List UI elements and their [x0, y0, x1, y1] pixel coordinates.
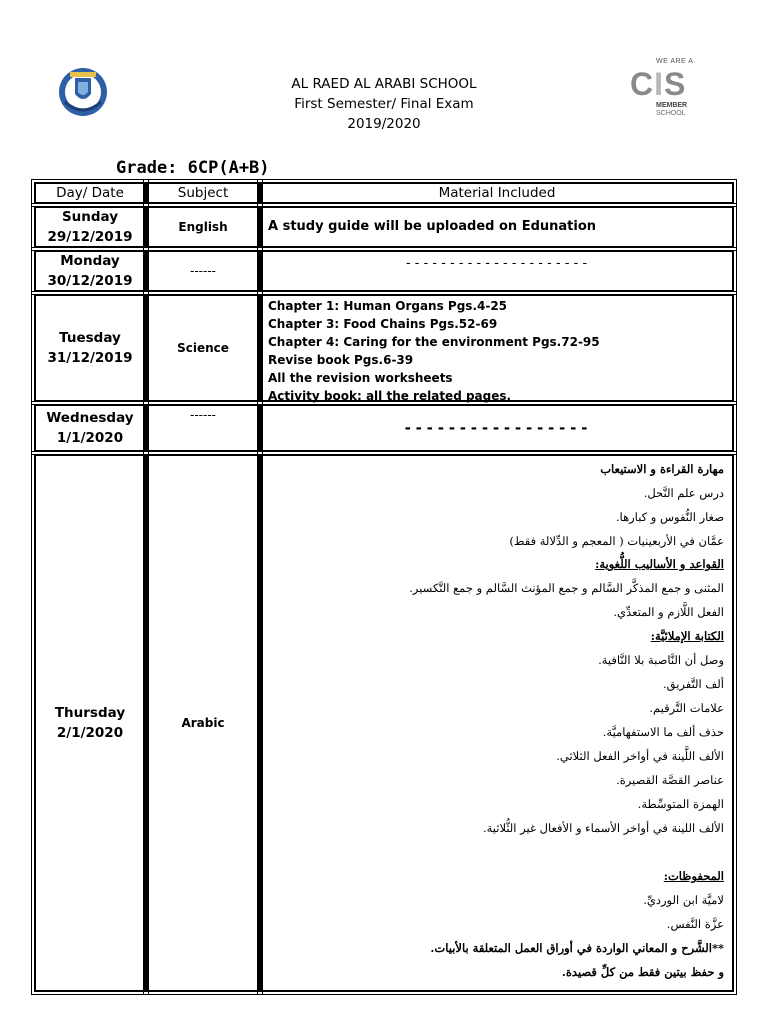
row-sunday-material: A study guide will be uploaded on Edunation [260, 206, 734, 248]
row-tuesday-day: Tuesday 31/12/2019 [34, 294, 146, 402]
material-line: Chapter 4: Caring for the environment Pgs.72-95 [268, 335, 600, 349]
arabic-line: **الشَّرح و المعاني الواردة في أوراق العمل المتعلقة بالأبيات. [430, 941, 724, 955]
cis-member-logo: WE ARE A CIS MEMBER SCHOOL [630, 58, 694, 117]
semester-title: First Semester/ Final Exam [294, 96, 474, 112]
arabic-heading: القواعد و الأساليب اللُّغوية: [595, 557, 724, 571]
arabic-line: عناصر القصَّة القصيرة. [616, 773, 724, 787]
row-monday-day: Monday 30/12/2019 [34, 250, 146, 292]
row-tuesday-subject: Science [146, 294, 260, 402]
row-wednesday-day: Wednesday 1/1/2020 [34, 404, 146, 452]
arabic-line: الألف اللَّينة في أواخر الفعل الثلاثي. [556, 749, 724, 763]
arabic-line: علامات التَّرقيم. [649, 701, 724, 715]
header-subject: Subject [146, 182, 260, 204]
row-tuesday-material [260, 294, 734, 402]
exam-schedule-table [34, 182, 734, 992]
material-line: All the revision worksheets [268, 371, 453, 385]
row-thursday-day: Thursday 2/1/2020 [34, 454, 146, 992]
row-thursday-material [260, 454, 734, 992]
row-monday-subject: ------ [146, 250, 260, 292]
material-line: Activity book: all the related pages. [268, 389, 512, 403]
school-crest-logo [56, 64, 110, 118]
header-material: Material Included [260, 182, 734, 204]
row-sunday-subject: English [146, 206, 260, 248]
row-sunday-day: Sunday 29/12/2019 [34, 206, 146, 248]
arabic-heading: المحفوظات: [663, 869, 724, 883]
arabic-heading: الكتابة الإملائيَّة: [650, 629, 724, 643]
arabic-line: عمَّان في الأربعينيات ( المعجم و الدِّلالة فقط) [509, 534, 724, 548]
material-line: Chapter 3: Food Chains Pgs.52-69 [268, 317, 498, 331]
row-wednesday-subject: ------ [146, 404, 260, 452]
material-line: Revise book Pgs.6-39 [268, 353, 414, 367]
arabic-line: درس علم النَّحل. [643, 486, 724, 500]
exam-header [200, 74, 568, 134]
header-day-date: Day/ Date [34, 182, 146, 204]
arabic-line: الهمزة المتوسِّطة. [637, 797, 724, 811]
arabic-line: مهارة القراءة و الاستيعاب [600, 462, 724, 476]
arabic-line: ألف التَّفريق. [662, 677, 724, 691]
arabic-line: عزَّة النَّفس. [666, 917, 724, 931]
row-wednesday-material: ----------------- [260, 404, 734, 452]
material-line: Chapter 1: Human Organs Pgs.4-25 [268, 299, 508, 313]
grade-title: Grade: 6CP(A+B) [116, 158, 270, 178]
arabic-line: و حفظ بيتين فقط من كلِّ قصيدة. [561, 965, 724, 979]
school-name: AL RAED AL ARABI SCHOOL [291, 76, 477, 92]
arabic-line: الفعل اللَّازم و المتعدِّي. [613, 605, 724, 619]
arabic-line: لاميَّة ابن الورديِّ. [643, 893, 724, 907]
academic-year: 2019/2020 [347, 116, 421, 132]
row-monday-material: --------------------- [260, 250, 734, 292]
arabic-line: الألف اللينة في أواخر الأسماء و الأفعال غير الثُّلاثية. [482, 821, 724, 835]
arabic-line: وصل أن النَّاصبة بلا النَّافية. [598, 653, 724, 667]
arabic-line: حذف ألف ما الاستفهاميَّة. [602, 725, 724, 739]
arabic-line: صغار النُّفوس و كبارها. [615, 510, 724, 524]
arabic-line: المثنى و جمع المذكَّر السَّالم و جمع المؤنث السَّالم و جمع التَّكسير. [409, 581, 724, 595]
row-thursday-subject: Arabic [146, 454, 260, 992]
